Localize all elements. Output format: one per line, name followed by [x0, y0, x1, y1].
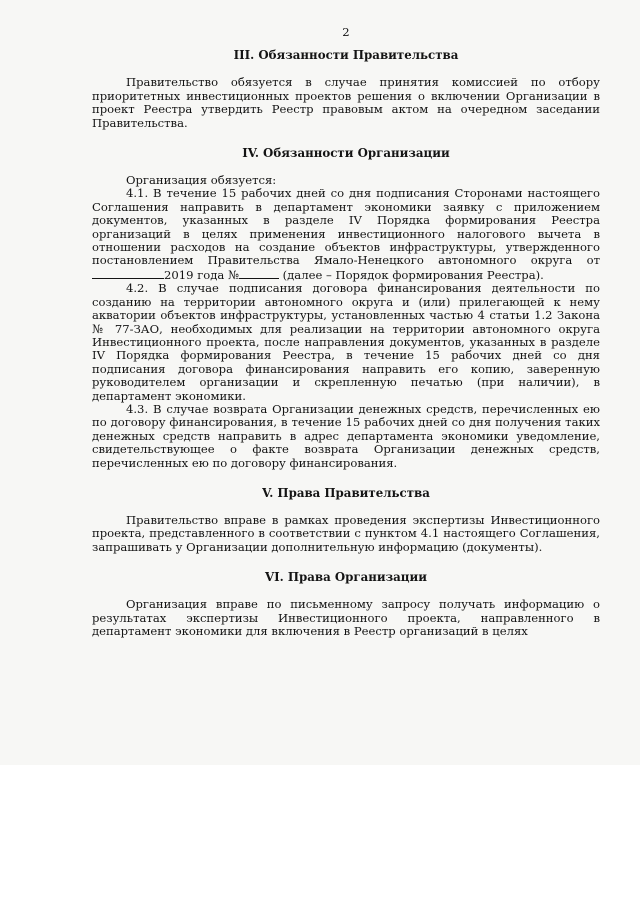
section-5-paragraph: Правительство вправе в рамках проведения экспертизы Инвестиционного проекта, представленного в соответствии с пунктом 4.1 настоящего Соглашения, запрашивать у Организации дополнительную информацию (документы). [92, 512, 600, 554]
clause-4-1-tail: (далее – Порядок формирования Реестра). [282, 267, 544, 282]
clause-4-2: 4.2. В случае подписания договора финансирования деятельности по созданию на территории автономного округа и (или) прилегающей к нему акватории объектов инфраструктуры, установленных частью 4 статьи 1.2 Закона № 77-ЗАО, необходимых для реализации на территории автономного округа Инвестиционного проекта, после направления документов, указанных в разделе IV Порядка формирования Реестра, в течение 15 рабочих дней со дня подписания договора финансирования направить его копию, заверенную руководителем организации и скрепленную печатью (при наличии), в департамент экономики. [92, 281, 600, 403]
date-blank [92, 268, 164, 279]
blank-area [0, 765, 640, 905]
section-3-paragraph: Правительство обязуется в случае принятия комиссией по отбору приоритетных инвестиционных проектов решения о включении Организации в проект Реестра утвердить Реестр правовым актом на очередном заседании Правительства. [92, 75, 600, 130]
section-4-heading: IV. Обязанности Организации [242, 146, 450, 161]
page-number: 2 [342, 25, 350, 39]
number-blank [239, 268, 279, 279]
clause-4-1-text: 4.1. В течение 15 рабочих дней со дня подписания Сторонами настоящего Соглашения направить в департамент экономики заявку с приложением документов, указанных в разделе IV Порядка формирования Реестра организаций в целях применения инвестиционного налогового вычета в отношении расходов на создание объектов инфраструктуры, утвержденного постановлением Правительства Ямало-Ненецкого автономного округа от [92, 186, 600, 268]
clause-4-3: 4.3. В случае возврата Организации денежных средств, перечисленных ею по договору финансирования, в течение 15 рабочих дней со дня получения таких денежных средств направить в адрес департамента экономики уведомление, свидетельствующее о факте возврата Организации денежных средств, перечисленных ею по договору финансирования. [92, 401, 600, 470]
section-6-heading: VI. Права Организации [264, 570, 428, 585]
section-4-intro: Организация обязуется: [126, 173, 277, 188]
section-5-heading: V. Права Правительства [262, 485, 430, 500]
section-6-paragraph: Организация вправе по письменному запросу получать информацию о результатах экспертизы Инвестиционного проекта, направленного в департамент экономики для включения в Реестр организаций в целях [92, 597, 600, 638]
section-3-heading: III. Обязанности Правительства [233, 48, 459, 63]
clause-4-1 [92, 187, 600, 282]
document-body [92, 26, 600, 638]
clause-4-1-year: 2019 года № [164, 267, 239, 282]
